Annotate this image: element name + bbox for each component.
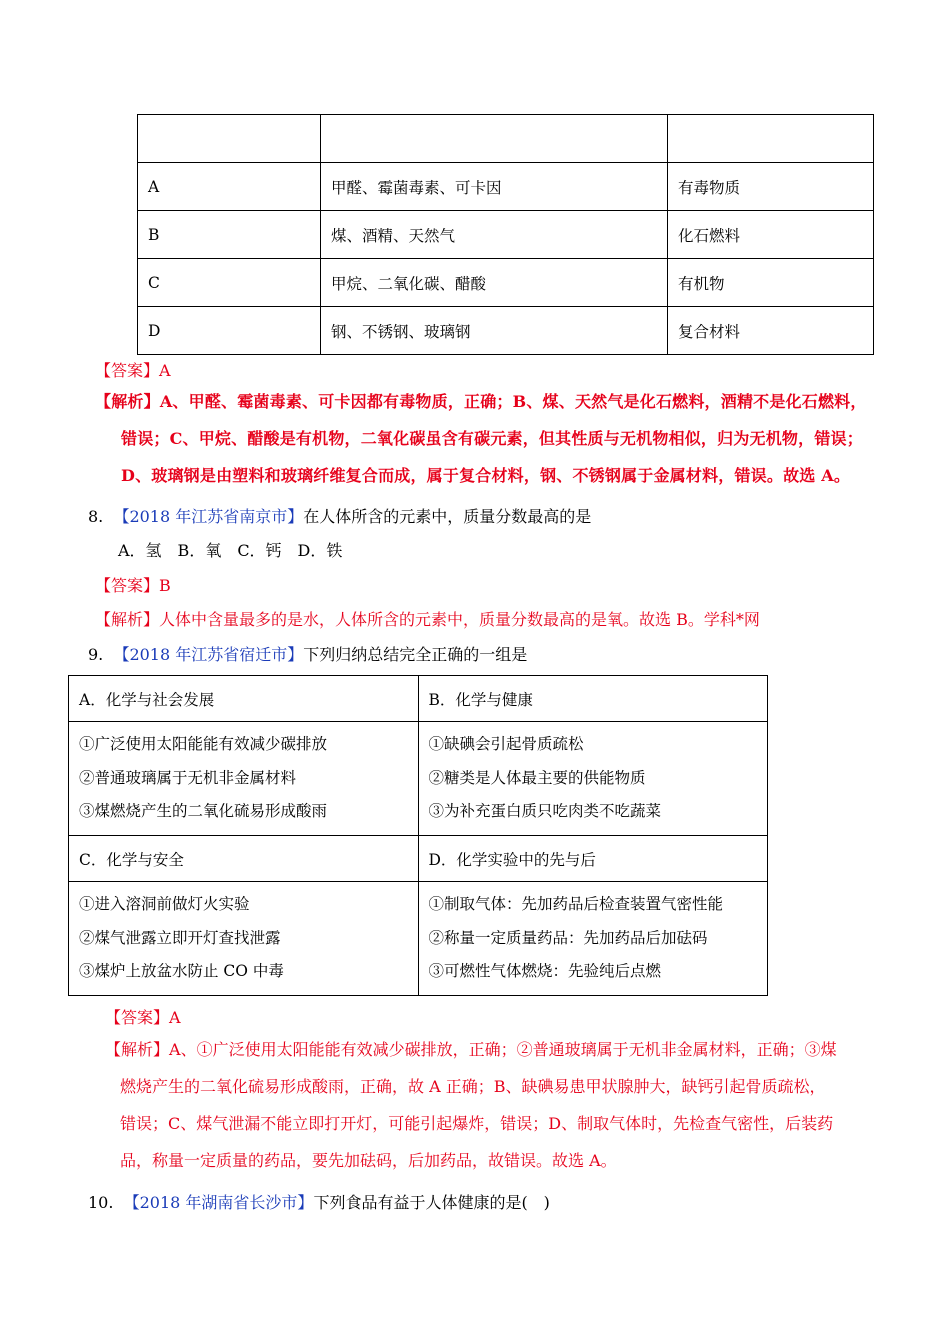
list-item: ③煤燃烧产生的二氧化硫易形成酸雨 <box>79 802 328 821</box>
q10-stem <box>88 1190 550 1213</box>
question-source: 【2018 年湖南省长沙市】 <box>123 1193 314 1212</box>
group-d-items <box>418 882 768 996</box>
analysis-line: 错误；C、甲烷、醋酸是有机物，二氧化碳虽含有碳元素，但其性质与无机物相似，归为无机物，错误； <box>121 429 863 448</box>
group-c-title: C．化学与安全 <box>69 836 419 882</box>
table-header-row <box>138 115 874 163</box>
analysis-line: D、玻璃钢是由塑料和玻璃纤维复合而成，属于复合材料，钢、不锈钢属于金属材料，错误。故选 A。 <box>121 466 851 485</box>
items-cell: 煤、酒精、天然气 <box>321 211 668 259</box>
list-item: ②煤气泄露立即开灯查找泄露 <box>79 928 281 947</box>
category-cell: 化石燃料 <box>668 211 874 259</box>
question-text: 下列归纳总结完全正确的一组是 <box>303 645 528 664</box>
table-row <box>138 211 874 259</box>
analysis-line: 品，称量一定质量的药品，要先加砝码，后加药品，故错误。故选 A。 <box>120 1151 617 1170</box>
question-text: 下列食品有益于人体健康的是( ) <box>313 1193 550 1212</box>
answer-value: A <box>159 361 171 380</box>
option-cell: D <box>138 307 321 355</box>
group-a-title: A．化学与社会发展 <box>69 676 419 722</box>
list-item: ③为补充蛋白质只吃肉类不吃蔬菜 <box>428 802 662 821</box>
category-cell: 有毒物质 <box>668 163 874 211</box>
analysis-line: A、①广泛使用太阳能能有效减少碳排放，正确；②普通玻璃属于无机非金属材料，正确；③煤 <box>169 1040 837 1059</box>
table-row <box>69 836 768 882</box>
question-number: 8. <box>88 507 104 526</box>
list-item: ③可燃性气体燃烧：先验纯后点燃 <box>428 962 662 981</box>
question-source: 【2018 年江苏省宿迁市】 <box>113 645 304 664</box>
group-a-items <box>69 722 419 836</box>
analysis-line: 燃烧产生的二氧化硫易形成酸雨，正确，故 A 正确；B、缺碘易患甲状腺肿大，缺钙引起骨质疏松， <box>120 1077 826 1096</box>
q7-answer <box>95 358 171 381</box>
category-cell: 有机物 <box>668 259 874 307</box>
items-cell: 甲烷、二氧化碳、醋酸 <box>321 259 668 307</box>
q9-analysis <box>105 1031 885 1179</box>
header-cell <box>668 115 874 163</box>
question-text: 在人体所含的元素中，质量分数最高的是 <box>303 507 592 526</box>
header-cell <box>321 115 668 163</box>
answer-value: A <box>169 1008 181 1027</box>
list-item: ②普通玻璃属于无机非金属材料 <box>79 768 297 787</box>
table-row <box>69 676 768 722</box>
summary-table <box>68 675 768 996</box>
answer-value: B <box>159 576 171 595</box>
list-item: ①制取气体：先加药品后检查装置气密性能 <box>428 895 724 914</box>
analysis-line: A、甲醛、霉菌毒素、可卡因都有毒物质，正确；B、煤、天然气是化石燃料，酒精不是化石燃料， <box>159 392 867 411</box>
table-row <box>138 163 874 211</box>
analysis-tag: 【解析】 <box>105 1040 170 1059</box>
group-b-title: B．化学与健康 <box>418 676 768 722</box>
header-cell <box>138 115 321 163</box>
list-item: ②称量一定质量药品：先加药品后加砝码 <box>428 928 708 947</box>
table-row <box>69 722 768 836</box>
answer-tag: 【答案】 <box>105 1008 170 1027</box>
answer-tag: 【答案】 <box>95 576 160 595</box>
list-item: ③煤炉上放盆水防止 CO 中毒 <box>79 962 284 981</box>
table-row <box>138 307 874 355</box>
analysis-tag: 【解析】 <box>95 610 160 629</box>
analysis-tag: 【解析】 <box>95 392 160 411</box>
option-cell: B <box>138 211 321 259</box>
option-cell: A <box>138 163 321 211</box>
q8-analysis <box>95 607 760 630</box>
list-item: ①缺碘会引起骨质疏松 <box>428 735 584 754</box>
question-source: 【2018 年江苏省南京市】 <box>113 507 304 526</box>
group-c-items <box>69 882 419 996</box>
group-b-items <box>418 722 768 836</box>
q8-stem <box>88 504 591 527</box>
q7-analysis <box>95 383 885 494</box>
q9-stem <box>88 642 527 665</box>
question-number: 9. <box>88 645 104 664</box>
classification-table <box>137 114 874 355</box>
items-cell: 甲醛、霉菌毒素、可卡因 <box>321 163 668 211</box>
list-item: ①广泛使用太阳能能有效减少碳排放 <box>79 735 328 754</box>
table-row <box>69 882 768 996</box>
list-item: ②糖类是人体最主要的供能物质 <box>428 768 646 787</box>
option-cell: C <box>138 259 321 307</box>
group-d-title: D．化学实验中的先与后 <box>418 836 768 882</box>
items-cell: 钢、不锈钢、玻璃钢 <box>321 307 668 355</box>
table-row <box>138 259 874 307</box>
category-cell: 复合材料 <box>668 307 874 355</box>
list-item: ①进入溶洞前做灯火实验 <box>79 895 250 914</box>
answer-tag: 【答案】 <box>95 361 160 380</box>
question-number: 10. <box>88 1193 114 1212</box>
q8-options: A．氢 B．氧 C．钙 D．铁 <box>118 541 343 560</box>
q8-answer <box>95 573 171 596</box>
q9-answer <box>105 1005 181 1028</box>
analysis-text: 人体中含量最多的是水，人体所含的元素中，质量分数最高的是氧。故选 B。学科*网 <box>159 610 760 629</box>
analysis-line: 错误；C、煤气泄漏不能立即打开灯，可能引起爆炸，错误；D、制取气体时，先检查气密性，后装药 <box>120 1114 834 1133</box>
